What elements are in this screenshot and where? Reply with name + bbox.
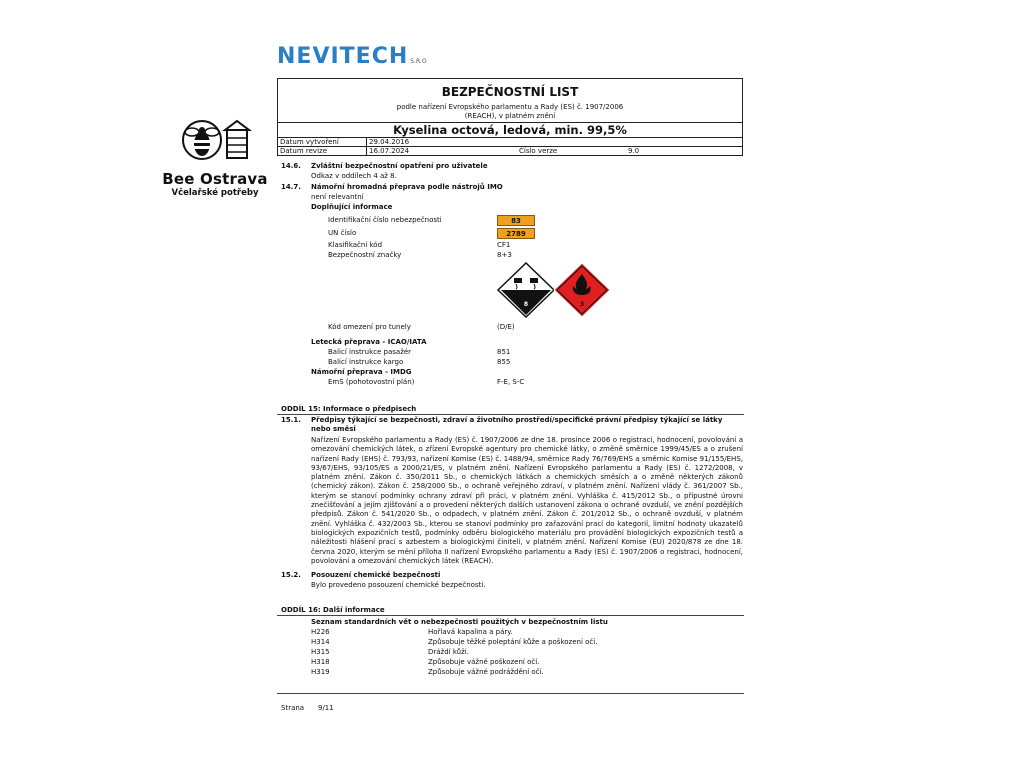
- air-cargo-label: Balicí instrukce kargo: [328, 358, 404, 366]
- hazard-id-badge: 83: [497, 215, 535, 226]
- bee-logo-tagline: Včelařské potřeby: [171, 188, 259, 198]
- diamond-8-number: 8: [523, 301, 529, 308]
- section-text: není relevantní: [311, 193, 364, 201]
- created-label: Datum vytvoření: [280, 138, 339, 146]
- classification-value: CF1: [497, 241, 511, 249]
- h-code: H318: [311, 658, 330, 666]
- section-number: 14.6.: [281, 162, 301, 170]
- h-statements-title: Seznam standardních vět o nebezpečnosti použitých v bezpečnostním listu: [311, 618, 608, 626]
- section-15-1-title-line-1: Předpisy týkající se bezpečnosti, zdraví a životního prostředí/specifické právní předpisy týkající se látky: [311, 416, 723, 424]
- diamond-3-number: 3: [579, 301, 585, 308]
- section-title: Námořní hromadná přeprava podle nástrojů IMO: [311, 183, 503, 191]
- h-text: Dráždí kůži.: [428, 648, 469, 656]
- classification-label: Klasifikační kód: [328, 241, 383, 249]
- revision-label: Datum revize: [280, 147, 328, 155]
- regulation-text: [278, 103, 742, 121]
- h-code: H319: [311, 668, 330, 676]
- section-15-2-text: Bylo provedeno posouzení chemické bezpečnosti.: [311, 581, 486, 589]
- hazard-id-label: Identifikační číslo nebezpečnosti: [328, 216, 442, 224]
- section-15-heading: ODDÍL 15: Informace o předpisech: [281, 405, 417, 413]
- safety-signs-label: Bezpečnostní značky: [328, 251, 402, 259]
- tunnel-code-value: (D/E): [497, 323, 515, 331]
- bee-ostrava-logo: [160, 118, 270, 198]
- h-code: H226: [311, 628, 330, 636]
- section-number: 15.1.: [281, 416, 301, 424]
- product-name: Kyselina octová, ledová, min. 99,5%: [393, 123, 627, 137]
- section-16-heading: ODDÍL 16: Další informace: [281, 606, 385, 614]
- regulation-line-1: podle nařízení Evropského parlamentu a Rady (ES) č. 1907/2006: [396, 103, 624, 111]
- nevitech-logo-text: NEVITECH: [277, 44, 409, 69]
- header-divider: [278, 146, 742, 147]
- footer-divider: [277, 693, 744, 694]
- air-pax-value: 851: [497, 348, 511, 356]
- corrosive-diamond-icon: [496, 262, 556, 318]
- section-number: 14.7.: [281, 183, 301, 191]
- section-title: Zvláštní bezpečnostní opatření pro uživatele: [311, 162, 488, 170]
- air-pax-label: Balicí instrukce pasažér: [328, 348, 412, 356]
- version-value: 9.0: [628, 147, 640, 155]
- regulations-paragraph: Nařízení Evropského parlamentu a Rady (ES) č. 1907/2006 ze dne 18. prosince 2006 o registraci, hodnocení, povolování a omezování chemických látek, o zřízení Evropské agentury pro chemické látky, o změně směrnice 1999/45/ES a o zrušení nařízení Rady (EHS) č. 793/93, nařízení Komise (ES) č. 1488/94, směrnice Rady 76/769/EHS a směrnic Komise 91/155/EHS, 93/67/EHS, 93/105/ES a 2000/21/ES, v platném znění. Nařízení Evropského parlamentu a Rady (ES) č. 1272/2008, v platném znění. Zákon č. 350/2011 Sb., o chemických látkách a chemických směsích a o změně některých zákonů (chemický zákon). Zákon č. 258/2000 Sb., o ochraně veřejného zdraví, v platném znění. Nařízení vlády č. 361/2007 Sb., kterým se stanoví podmínky ochrany zdraví při práci, v platném znění. Vyhláška č. 415/2012 Sb., o přípustné úrovni znečišťování a jejím zjišťování a o provedení některých dalších ustanovení zákona o ochraně ovzduší, ve znění pozdějších předpisů. Zákon č. 541/2020 Sb., o odpadech, v platném znění. Zákon č. 201/2012 Sb., o ochraně ovzduší, v platném znění. Vyhláška č. 432/2003 Sb., kterou se stanoví podmínky pro zařazování prací do kategorií, limitní hodnoty ukazatelů biologických expozičních testů, podmínky odběru biologického materiálu pro provádění biologických expozičních testů a náležitosti hlášení prací s azbestem a biologickými činiteli, v platném znění. Nařízení Komise (EU) 2020/878 ze dne 18. června 2020, kterým se mění příloha II nařízení Evropského parlamentu a Rady (ES) č. 1907/2006 o registraci, hodnocení, povolování a omezování chemických látek (REACH).: [311, 436, 743, 565]
- section-15-1-title-line-2: nebo směsi: [311, 425, 356, 433]
- bee-logo-name: Bee Ostrava: [162, 170, 268, 188]
- safety-signs-value: 8+3: [497, 251, 512, 259]
- created-row: [280, 138, 339, 146]
- nevitech-logo: [277, 44, 427, 69]
- regulation-line-2: (REACH), v platném znění: [464, 112, 556, 120]
- version-label: Číslo verze: [519, 147, 558, 155]
- h-code: H315: [311, 648, 330, 656]
- section-text: Odkaz v oddílech 4 až 8.: [311, 172, 397, 180]
- flammable-diamond-icon: [552, 262, 612, 318]
- section-number: 15.2.: [281, 571, 301, 579]
- un-number-label: UN číslo: [328, 229, 357, 237]
- ems-value: F-E, S-C: [497, 378, 525, 386]
- section-divider: [277, 615, 744, 616]
- h-text: Způsobuje těžké poleptání kůže a poškození očí.: [428, 638, 598, 646]
- section-15-2-title: Posouzení chemické bezpečnosti: [311, 571, 441, 579]
- nevitech-sro: S.R.O: [410, 58, 427, 65]
- ems-label: EmS (pohotovostní plán): [328, 378, 415, 386]
- revision-value: 16.07.2024: [369, 147, 410, 155]
- extra-info-title: Doplňující informace: [311, 203, 393, 211]
- document-title: BEZPEČNOSTNÍ LIST: [441, 85, 579, 99]
- bee-hive-icon: [175, 118, 255, 164]
- page-number: 9/11: [318, 704, 334, 712]
- h-text: Hořlavá kapalina a páry.: [428, 628, 513, 636]
- tunnel-code-label: Kód omezení pro tunely: [328, 323, 411, 331]
- section-divider: [277, 414, 744, 415]
- created-value: 29.04.2016: [369, 138, 410, 146]
- header-divider: [366, 137, 367, 156]
- h-text: Způsobuje vážné podráždění očí.: [428, 668, 544, 676]
- document-header: [277, 78, 743, 156]
- un-number-badge: 2789: [497, 228, 535, 239]
- h-text: Způsobuje vážné poškození očí.: [428, 658, 540, 666]
- air-transport-title: Letecká přeprava - ICAO/IATA: [311, 338, 427, 346]
- header-divider: [278, 137, 742, 138]
- sea-transport-title: Námořní přeprava - IMDG: [311, 368, 412, 376]
- air-cargo-value: 855: [497, 358, 511, 366]
- h-code: H314: [311, 638, 330, 646]
- page-label: Strana: [281, 704, 305, 712]
